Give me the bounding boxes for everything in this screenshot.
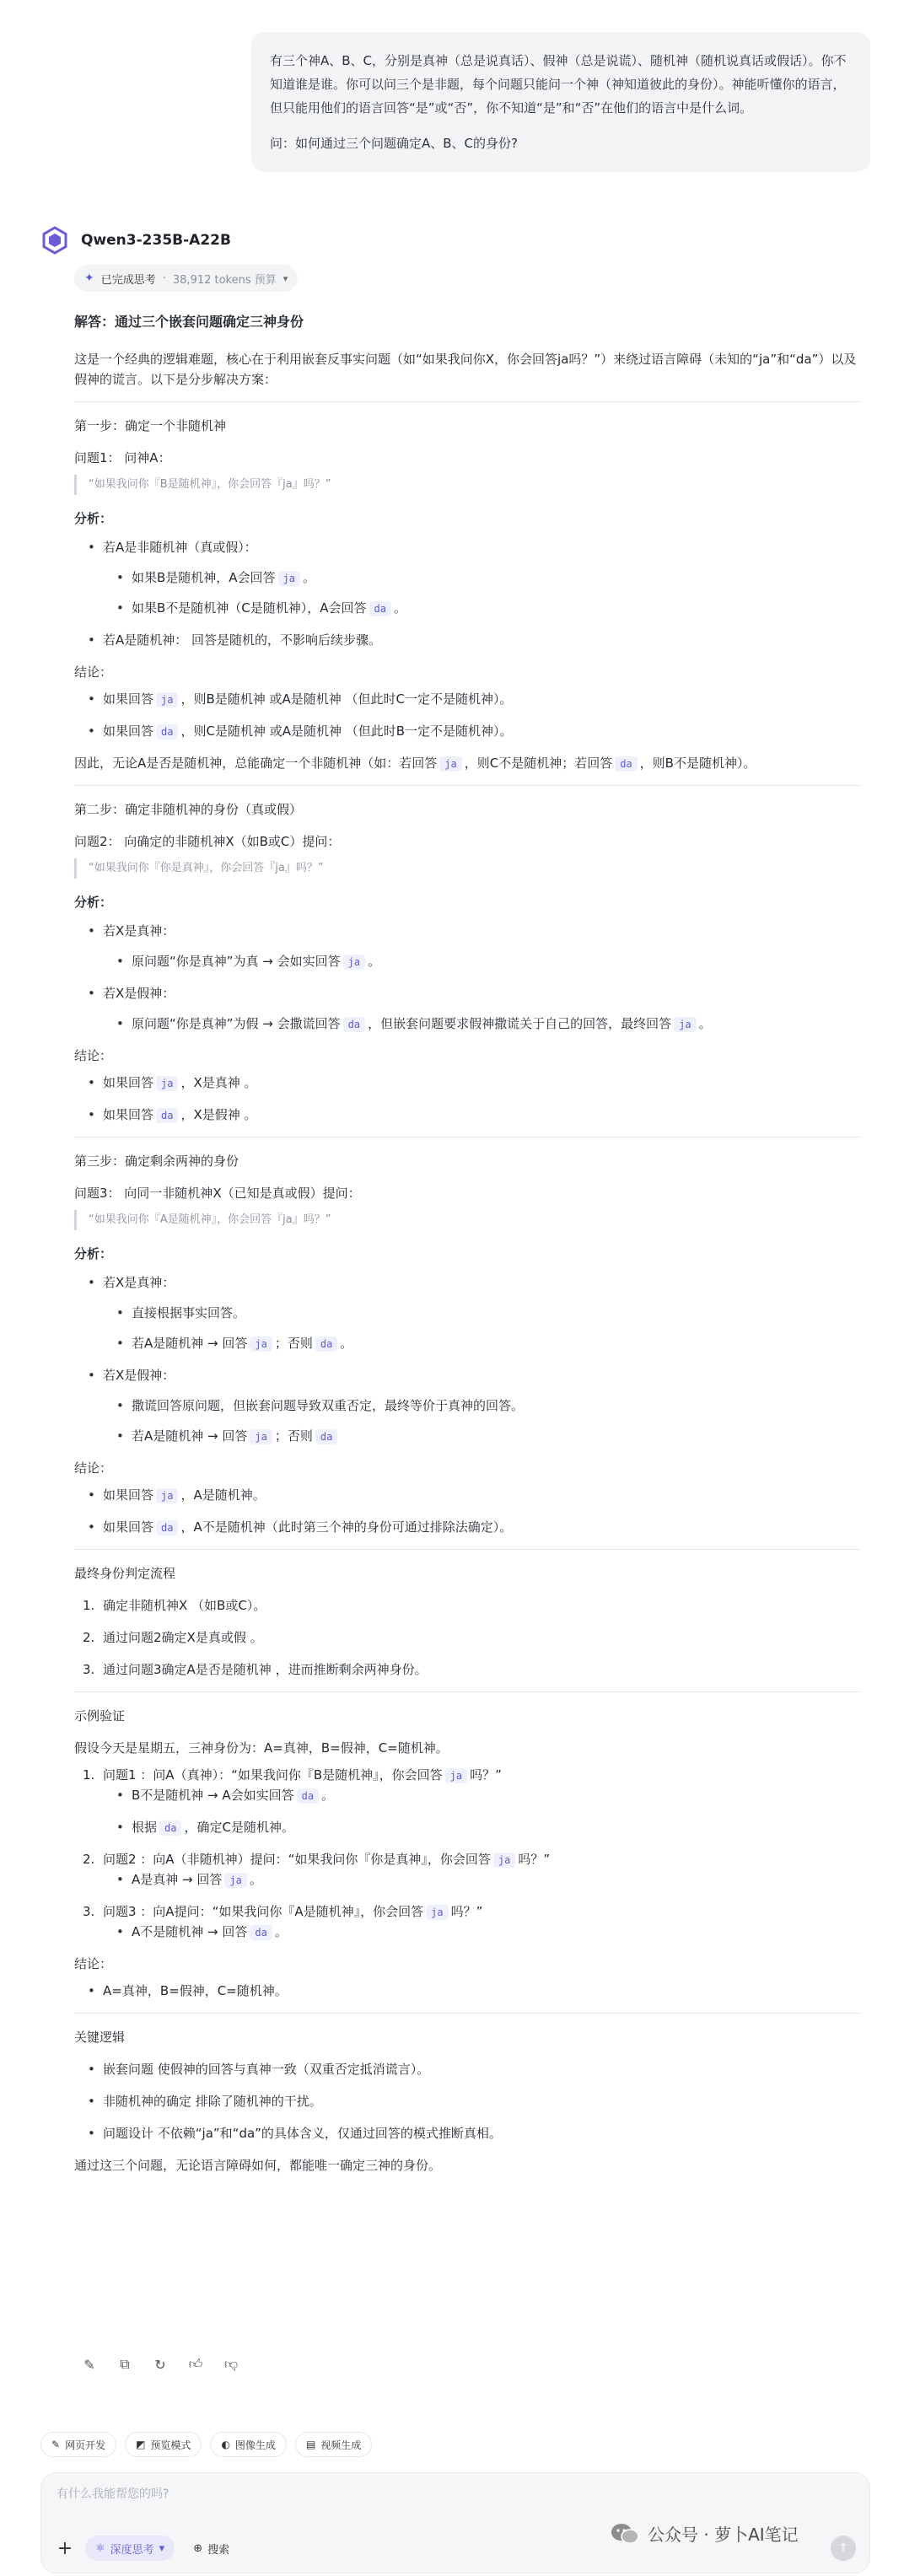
key-logic-list: [74, 2059, 860, 2143]
conclusion-label: 结论：: [74, 1956, 113, 1971]
add-attachment-icon[interactable]: +: [56, 2537, 73, 2559]
list-item: • 原问题“你是真神”为假 → 会撒谎回答 da ，但嵌套问题要求假神撒谎关于自己的回答，最终回答 ja 。: [103, 1014, 860, 1034]
code-ja: ja: [250, 1429, 272, 1444]
code-da: da: [156, 724, 178, 739]
question1-quote: “如果我问你『B是随机神』，你会回答『ja』吗？”: [74, 475, 860, 495]
list-item: 1. 问题1 ：问A（真神）：“如果我问你『B是随机神』，你会回答 ja 吗？” • B不是随机神 → A会如实回答 da 。 • 根据 da ，确定C是随机神。: [74, 1765, 860, 1837]
video-gen-icon: ▤: [305, 2439, 316, 2450]
list-item: • A不是随机神 → 回答 da 。: [103, 1922, 860, 1942]
list-item: • 撒谎回答原问题，但嵌套问题导致双重否定，最终等价于真神的回答。: [103, 1396, 860, 1416]
step2-analysis-list: [74, 921, 860, 1034]
chevron-down-icon: ▾: [159, 2541, 165, 2555]
list-item: • 如果回答 da ，A不是随机神（此时第三个神的身份可通过排除法确定）。: [74, 1517, 860, 1537]
globe-icon: ⊕: [193, 2541, 203, 2555]
divider: [74, 1549, 860, 1550]
list-item: • 若X是假神： • 原问题“你是真神”为假 → 会撒谎回答 da ，但嵌套问题要求假神撒谎关于自己的回答，最终回答 ja 。: [74, 983, 860, 1034]
user-message-bubble: [251, 32, 870, 172]
code-da: da: [315, 1429, 337, 1444]
list-item: • 如果B是随机神，A会回答 ja 。: [103, 567, 860, 588]
step2-heading: 第二步：确定非随机神的身份（真或假）: [74, 802, 303, 817]
question3-quote: “如果我问你『A是随机神』，你会回答『ja』吗？”: [74, 1210, 860, 1230]
thinking-dot: ·: [162, 272, 166, 285]
example-conclusion-list: [74, 1981, 860, 2001]
list-item: • 若A是随机神 → 回答 ja ；否则 da 。: [103, 1333, 860, 1353]
list-item: • 若A是随机神： 回答是随机的，不影响后续步骤。: [74, 630, 860, 650]
thumbs-up-icon[interactable]: 👍︎: [188, 2356, 203, 2372]
list-item: • 如果回答 da ，则C是随机神 或A是随机神 （但此时B一定不是随机神）。: [74, 721, 860, 741]
code-da: da: [156, 1108, 178, 1123]
example-list: [74, 1765, 860, 1942]
list-item: • 若A是随机神 → 回答 ja ；否则 da: [103, 1426, 860, 1446]
list-item: • 原问题“你是真神”为真 → 会如实回答 ja 。: [103, 951, 860, 971]
code-ja: ja: [439, 756, 461, 772]
code-ja: ja: [156, 1076, 178, 1091]
step3-heading: 第三步：确定剩余两神的身份: [74, 1154, 239, 1169]
deep-think-toggle[interactable]: ⚛ 深度思考 ▾: [85, 2536, 175, 2561]
analysis-label: 分析：: [74, 1246, 113, 1261]
key-logic-heading: 关键逻辑: [74, 2030, 126, 2045]
list-item: • 如果回答 ja ，X是真神 。: [74, 1073, 860, 1093]
code-da: da: [159, 1820, 181, 1836]
step1-summary: 因此，无论A是否是随机神，总能确定一个非随机神（如：若回答 ja ，则C不是随机神；若回答 da ，则B不是随机神）。: [74, 756, 756, 771]
step2-conclusion-list: [74, 1073, 860, 1125]
example-intro: 假设今天是星期五，三神身份为：A=真神，B=假神，C=随机神。: [74, 1740, 449, 1756]
code-ja: ja: [445, 1768, 467, 1783]
conclusion-label: 结论：: [74, 664, 113, 680]
list-item: 3. 问题3 ：向A提问：“如果我问你『A是随机神』，你会回答 ja 吗？” • A不是随机神 → 回答 da 。: [74, 1901, 860, 1942]
divider: [74, 1691, 860, 1692]
code-da: da: [615, 756, 637, 772]
list-item: • 根据 da ，确定C是随机神。: [103, 1817, 860, 1837]
regenerate-icon[interactable]: ↻: [154, 2356, 166, 2373]
web-dev-icon: ✎: [51, 2439, 61, 2450]
final-steps-list: [74, 1595, 860, 1680]
composer-placeholder[interactable]: 有什么我能帮您的吗?: [56, 2487, 170, 2501]
code-ja: ja: [343, 955, 365, 970]
code-da: da: [343, 1017, 365, 1032]
thumbs-down-icon[interactable]: 👎︎: [223, 2356, 239, 2372]
chip-preview[interactable]: ◩ 预览模式: [125, 2432, 202, 2457]
wechat-icon: [611, 2522, 639, 2546]
list-item: 2. 通过问题2确定X是真或假 。: [83, 1630, 263, 1645]
code-ja: ja: [224, 1873, 246, 1888]
image-gen-icon: ◐: [221, 2439, 230, 2450]
analysis-label: 分析：: [74, 511, 113, 526]
composer-toolbar: [55, 2536, 238, 2561]
list-item: • 直接根据事实回答。: [103, 1303, 860, 1323]
final-heading: 最终身份判定流程: [74, 1566, 176, 1581]
search-toggle[interactable]: ⊕ 搜索: [193, 2541, 230, 2557]
step1-conclusion-list: [74, 689, 860, 741]
list-item: 3. 通过问题3确定A是否是随机神 ，进而推断剩余两神身份。: [83, 1662, 428, 1677]
user-message-text: 有三个神A、B、C，分别是真神（总是说真话）、假神（总是说谎）、随机神（随机说真话或假话）。你不知道谁是谁。你可以问三个是非题，每个问题只能问一个神（神知道彼此的身份）。神能听懂你的语言，但只能用他们的语言回答“是”或“否”，你不知道“是”和“否”在他们的语言中是什么词。: [270, 53, 847, 116]
step1-analysis-list: [74, 537, 860, 650]
list-item: • 非随机神的确定 排除了随机神的干扰。: [74, 2091, 860, 2111]
chip-video-gen[interactable]: ▤ 视频生成: [295, 2432, 372, 2457]
thinking-toggle[interactable]: [74, 265, 298, 292]
qwen-logo-icon: [40, 226, 69, 255]
sparkle-icon: ✦: [84, 272, 94, 285]
watermark: [611, 2521, 799, 2546]
conclusion-label: 结论：: [74, 1460, 113, 1476]
code-ja: ja: [278, 571, 300, 586]
code-da: da: [250, 1925, 272, 1940]
thinking-label: 已完成思考: [100, 273, 156, 287]
copy-icon[interactable]: ⧉: [120, 2356, 130, 2372]
list-item: • A是真神 → 回答 ja 。: [103, 1869, 860, 1890]
analysis-label: 分析：: [74, 895, 113, 910]
step3-conclusion-list: [74, 1485, 860, 1537]
code-ja: ja: [156, 1488, 178, 1503]
assistant-answer: [74, 312, 860, 2182]
list-item: • A=真神，B=假神，C=随机神。: [74, 1981, 860, 2001]
list-item: • 如果回答 ja ，A是随机神。: [74, 1485, 860, 1505]
chip-web-dev[interactable]: ✎ 网页开发: [40, 2432, 116, 2457]
list-item: • 问题设计 不依赖“ja”和“da”的具体含义，仅通过回答的模式推断真相。: [74, 2123, 860, 2143]
code-ja: ja: [493, 1853, 515, 1868]
list-item: • 嵌套问题 使假神的回答与真神一致（双重否定抵消谎言）。: [74, 2059, 860, 2079]
list-item: 2. 问题2 ：向A（非随机神）提问：“如果我问你『你是真神』，你会回答 ja 吗？” • A是真神 → 回答 ja 。: [74, 1849, 860, 1890]
divider: [74, 2013, 860, 2014]
watermark-text: 公众号 · 萝卜AI笔记: [648, 2525, 799, 2545]
list-item: • 如果回答 ja ，则B是随机神 或A是随机神 （但此时C一定不是随机神）。: [74, 689, 860, 709]
code-da: da: [315, 1336, 337, 1352]
send-arrow-icon: ↑: [838, 2541, 848, 2555]
deep-think-icon: ⚛: [95, 2541, 105, 2555]
code-da: da: [156, 1520, 178, 1535]
question2: 问题2： 向确定的非随机神X（如B或C）提问：: [74, 834, 341, 849]
question3: 问题3： 向同一非随机神X（已知是真或假）提问：: [74, 1186, 361, 1201]
list-item: 1. 确定非随机神X （如B或C）。: [83, 1598, 266, 1613]
conclusion-label: 结论：: [74, 1048, 113, 1063]
chip-image-gen[interactable]: ◐ 图像生成: [210, 2432, 287, 2457]
preview-icon: ◩: [136, 2439, 146, 2450]
list-item: • 如果回答 da ，X是假神 。: [74, 1105, 860, 1125]
list-item: • B不是随机神 → A会如实回答 da 。: [103, 1785, 860, 1805]
code-ja: ja: [250, 1336, 272, 1352]
message-actions: [79, 2354, 241, 2374]
example-heading: 示例验证: [74, 1708, 126, 1724]
question1: 问题1： 问神A：: [74, 450, 171, 465]
model-name: Qwen3-235B-A22B: [81, 232, 231, 249]
user-message-question: 问：如何通过三个问题确定A、B、C的身份?: [270, 136, 518, 151]
list-item: • 若X是真神： • 直接根据事实回答。 • 若A是随机神 → 回答 ja ；否则 da 。: [74, 1272, 860, 1353]
answer-intro: 这是一个经典的逻辑难题，核心在于利用嵌套反事实问题（如“如果我问你X，你会回答ja吗？”）来绕过语言障碍（未知的“ja”和“da”）以及假神的谎言。以下是分步解决方案：: [74, 352, 857, 387]
code-da: da: [369, 601, 391, 616]
answer-title: 解答：通过三个嵌套问题确定三神身份: [74, 314, 304, 330]
step1-heading: 第一步：确定一个非随机神: [74, 418, 227, 433]
list-item: • 若A是非随机神（真或假）： • 如果B是随机神，A会回答 ja 。 • 如果B不是随机神（C是随机神），A会回答 da 。: [74, 537, 860, 618]
code-ja: ja: [426, 1905, 448, 1920]
code-da: da: [297, 1788, 319, 1804]
send-button[interactable]: [831, 2536, 856, 2561]
divider: [74, 785, 860, 786]
code-ja: ja: [156, 692, 178, 707]
question2-quote: “如果我问你『你是真神』，你会回答『ja』吗？”: [74, 858, 860, 879]
feature-chips: [40, 2432, 372, 2457]
edit-icon[interactable]: ✎: [83, 2356, 95, 2373]
thinking-tokens: 38,912 tokens 预算: [172, 273, 277, 287]
list-item: • 如果B不是随机神（C是随机神），A会回答 da 。: [103, 598, 860, 618]
divider: [74, 401, 860, 402]
list-item: • 若X是真神： • 原问题“你是真神”为真 → 会如实回答 ja 。: [74, 921, 860, 971]
closing-text: 通过这三个问题，无论语言障碍如何，都能唯一确定三神的身份。: [74, 2158, 442, 2173]
chevron-down-icon: ▾: [282, 272, 288, 284]
list-item: • 若X是假神： • 撒谎回答原问题，但嵌套问题导致双重否定，最终等价于真神的回答。 • 若A是随机神 → 回答 ja ；否则 da: [74, 1365, 860, 1446]
step3-analysis-list: [74, 1272, 860, 1446]
code-ja: ja: [674, 1017, 696, 1032]
assistant-header: [40, 226, 231, 255]
